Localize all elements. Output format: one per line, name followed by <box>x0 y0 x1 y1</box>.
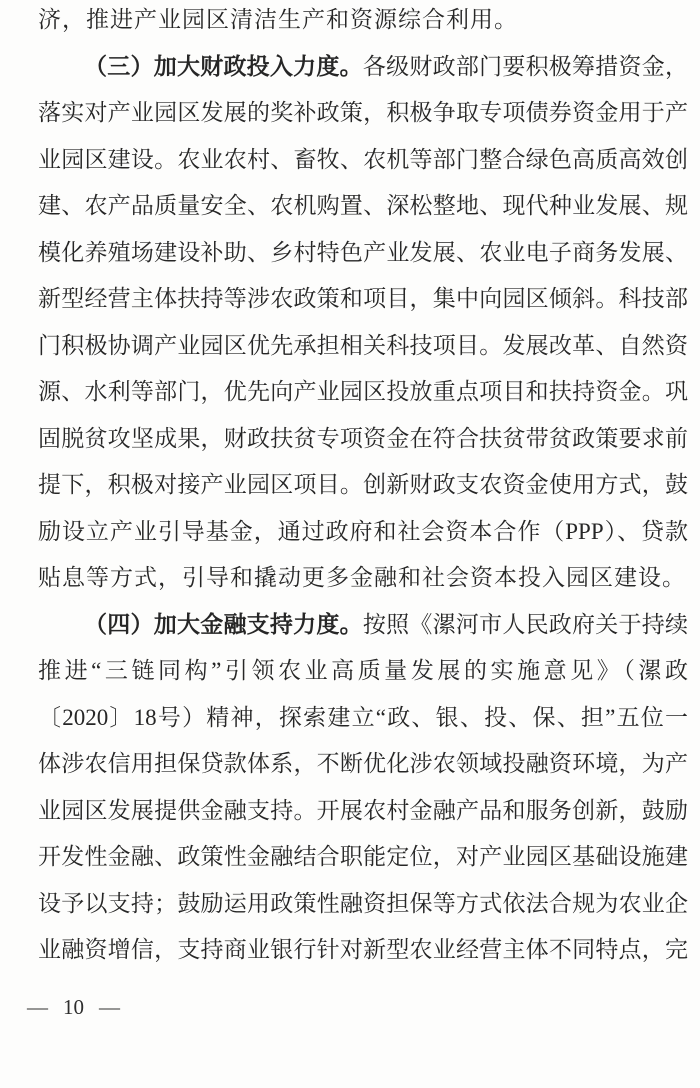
text-line <box>38 648 688 695</box>
body-text: 推进“三链同构”引领农业高质量发展的实施意见》（漯政 <box>38 658 688 683</box>
text-line <box>38 369 688 416</box>
body-text: 开发性金融、政策性金融结合职能定位，对产业园区基础设施建 <box>38 844 688 869</box>
body-text: 模化养殖场建设补助、乡村特色产业发展、农业电子商务发展、 <box>38 239 688 265</box>
body-text: 励设立产业引导基金，通过政府和社会资本合作（PPP）、贷款 <box>38 518 688 544</box>
body-text: 贴息等方式，引导和撬动更多金融和社会资本投入园区建设。 <box>38 565 686 590</box>
text-line <box>38 555 688 602</box>
text-line <box>38 230 688 277</box>
body-text: 业园区发展提供金融支持。开展农村金融产品和服务创新，鼓励 <box>38 797 688 823</box>
text-line <box>38 881 688 928</box>
body-text: 新型经营主体扶持等涉农政策和项目，集中向园区倾斜。科技部 <box>38 286 688 311</box>
text-line <box>38 90 688 137</box>
body-text: 落实对产业园区发展的奖补政策，积极争取专项债券资金用于产 <box>38 100 688 125</box>
body-text: 建、农产品质量安全、农机购置、深松整地、现代种业发展、规 <box>38 193 688 218</box>
text-line <box>38 183 688 230</box>
page-footer <box>27 995 120 1020</box>
text-line <box>38 741 688 788</box>
footer-dash-right: — <box>99 995 120 1019</box>
body-text: 业园区建设。农业农村、畜牧、农机等部门整合绿色高质高效创 <box>38 146 688 172</box>
text-line <box>38 927 688 974</box>
body-text: 设予以支持；鼓励运用政策性融资担保等方式依法合规为农业企 <box>38 890 688 916</box>
body-text: 固脱贫攻坚成果，财政扶贫专项资金在符合扶贫带贫政策要求前 <box>38 425 688 451</box>
body-text: 按照《漯河市人民政府关于持续 <box>362 611 689 637</box>
text-line <box>38 834 688 881</box>
page-number: 10 <box>63 995 84 1019</box>
body-text: 济，推进产业园区清洁生产和资源综合利用。 <box>38 7 518 32</box>
section-heading: （四）加大金融支持力度。 <box>84 611 363 637</box>
text-line <box>38 0 688 44</box>
text-line <box>38 276 688 323</box>
document-body <box>38 0 688 974</box>
text-line <box>38 416 688 463</box>
text-line <box>38 462 688 509</box>
body-text: 体涉农信用担保贷款体系，不断优化涉农领域投融资环境，为产 <box>38 751 688 776</box>
section-heading: （三）加大财政投入力度。 <box>84 53 363 79</box>
text-line <box>38 695 688 742</box>
text-line <box>38 788 688 835</box>
body-text: 〔2020〕18号）精神，探索建立“政、银、投、保、担”五位一 <box>38 704 688 730</box>
text-line <box>38 509 688 556</box>
text-line <box>38 602 688 649</box>
text-line <box>38 44 688 91</box>
body-text: 门积极协调产业园区优先承担相关科技项目。发展改革、自然资 <box>38 332 688 358</box>
text-line <box>38 137 688 184</box>
body-text: 源、水利等部门，优先向产业园区投放重点项目和扶持资金。巩 <box>38 379 688 404</box>
body-text: 各级财政部门要积极筹措资金， <box>362 53 689 79</box>
body-text: 业融资增信，支持商业银行针对新型农业经营主体不同特点，完 <box>38 937 688 962</box>
footer-dash-left: — <box>27 995 48 1019</box>
body-text: 提下，积极对接产业园区项目。创新财政支农资金使用方式，鼓 <box>38 472 688 497</box>
text-line <box>38 323 688 370</box>
